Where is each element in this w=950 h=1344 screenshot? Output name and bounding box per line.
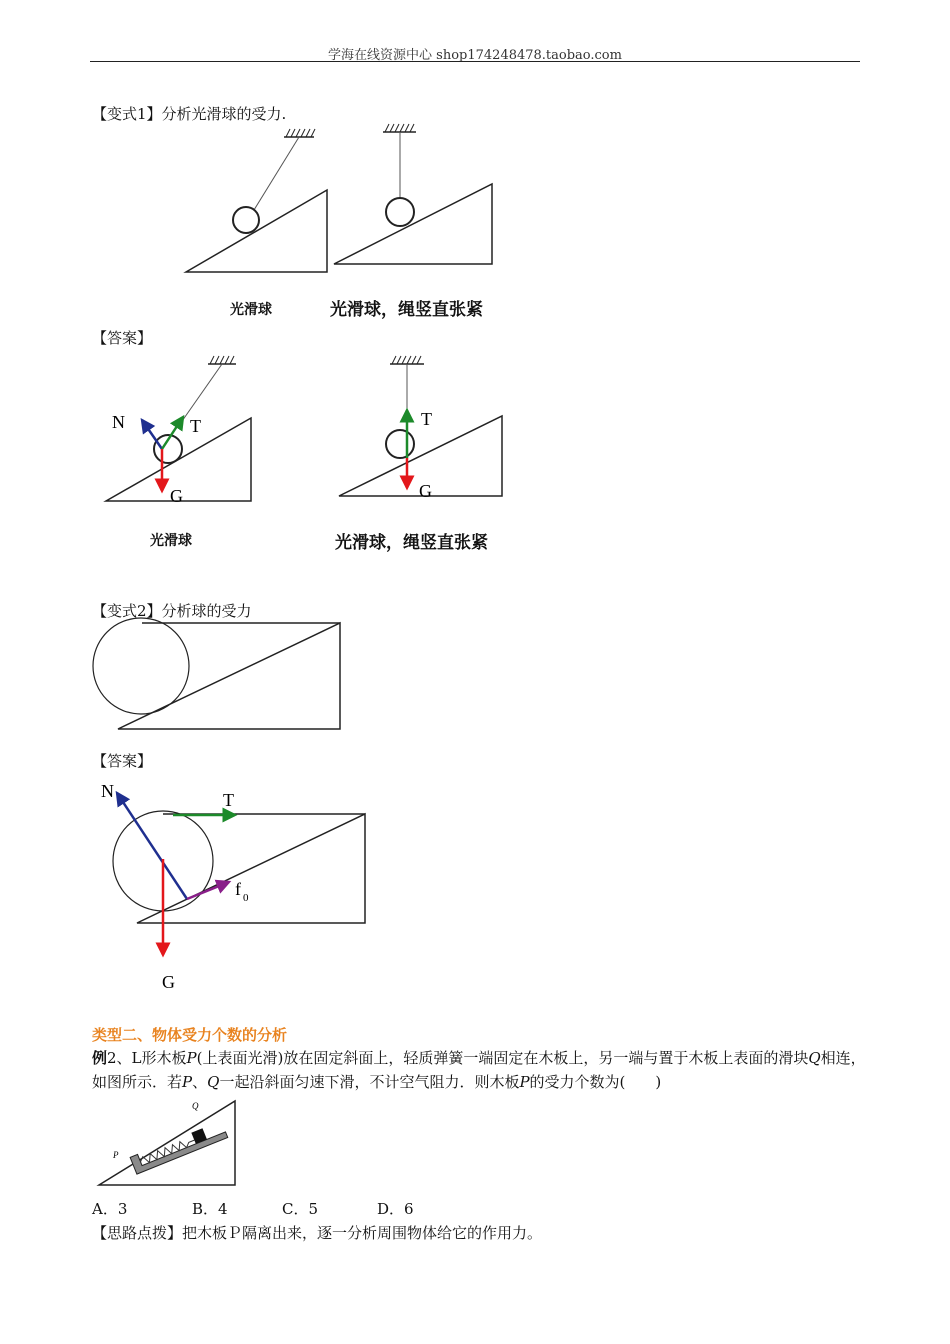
force-f0-arrow xyxy=(187,882,229,899)
variant2-title: 【变式2】分析球的受力 xyxy=(92,602,252,620)
variant2-figure xyxy=(90,620,345,735)
answer1-caption-right: 光滑球，绳竖直张紧 xyxy=(335,533,488,553)
page-header: 学海在线资源中心 shop174248478.taobao.com xyxy=(328,48,622,63)
ceiling-hatch-icon xyxy=(390,356,424,364)
variant1-caption-left: 光滑球 xyxy=(230,302,272,318)
force-n-arrow xyxy=(142,420,162,449)
answer2-title: 【答案】 xyxy=(92,752,153,770)
answer1-title: 【答案】 xyxy=(92,329,153,347)
variant1-caption-right: 光滑球，绳竖直张紧 xyxy=(330,300,483,320)
label-g: G xyxy=(170,486,183,506)
label-f-subscript: 0 xyxy=(243,892,249,904)
answer2-figure xyxy=(95,775,370,995)
incline xyxy=(186,190,327,272)
variant1-figure-right xyxy=(330,120,500,270)
incline-box xyxy=(137,814,365,923)
choice-d[interactable]: D．6 xyxy=(377,1200,414,1218)
choice-b[interactable]: B．4 xyxy=(192,1200,228,1218)
label-f: f xyxy=(235,879,241,899)
label-t: T xyxy=(223,790,234,810)
choice-a[interactable]: A．3 xyxy=(92,1200,128,1218)
choice-c[interactable]: C．5 xyxy=(282,1200,319,1218)
label-n: N xyxy=(101,781,114,801)
force-t-arrow xyxy=(162,417,183,449)
answer1-figure-left xyxy=(100,350,260,510)
incline xyxy=(334,184,492,264)
force-n-arrow xyxy=(117,793,187,899)
variant1-figure-left xyxy=(180,120,340,280)
ball xyxy=(386,198,414,226)
rope xyxy=(254,137,299,210)
header-divider xyxy=(90,61,860,62)
hint: 【思路点拨】把木板Ｐ隔离出来，逐一分析周围物体给它的作用力。 xyxy=(92,1224,543,1242)
label-n: N xyxy=(112,412,125,432)
ball xyxy=(93,618,189,714)
figure-label-q: Q xyxy=(192,1101,199,1111)
example-lead: 例 xyxy=(92,1049,108,1067)
label-g: G xyxy=(419,481,432,501)
ceiling-hatch-icon xyxy=(284,129,315,137)
example2-text: 例2、L形木板P(上表面光滑)放在固定斜面上，轻质弹簧一端固定在木板上，另一端与置于木板上表面的滑块Q相连，如图所示．若P、Q一起沿斜面匀速下滑，不计空气阻力．则木板P的受力个数为( ) xyxy=(92,1049,866,1091)
rope xyxy=(180,364,222,424)
variant1-title: 【变式1】分析光滑球的受力. xyxy=(92,105,287,123)
example2-figure xyxy=(95,1095,240,1190)
label-t: T xyxy=(190,416,201,436)
section-title: 类型二、物体受力个数的分析 xyxy=(92,1026,288,1044)
answer1-figure-right xyxy=(335,350,510,510)
ball xyxy=(233,207,259,233)
ceiling-hatch-icon xyxy=(383,124,416,132)
answer1-caption-left: 光滑球 xyxy=(150,533,192,549)
choices xyxy=(92,1198,414,1219)
figure-label-p: P xyxy=(113,1150,119,1160)
ceiling-hatch-icon xyxy=(208,356,236,364)
ball xyxy=(386,430,414,458)
label-g: G xyxy=(162,972,175,992)
label-t: T xyxy=(421,409,432,429)
